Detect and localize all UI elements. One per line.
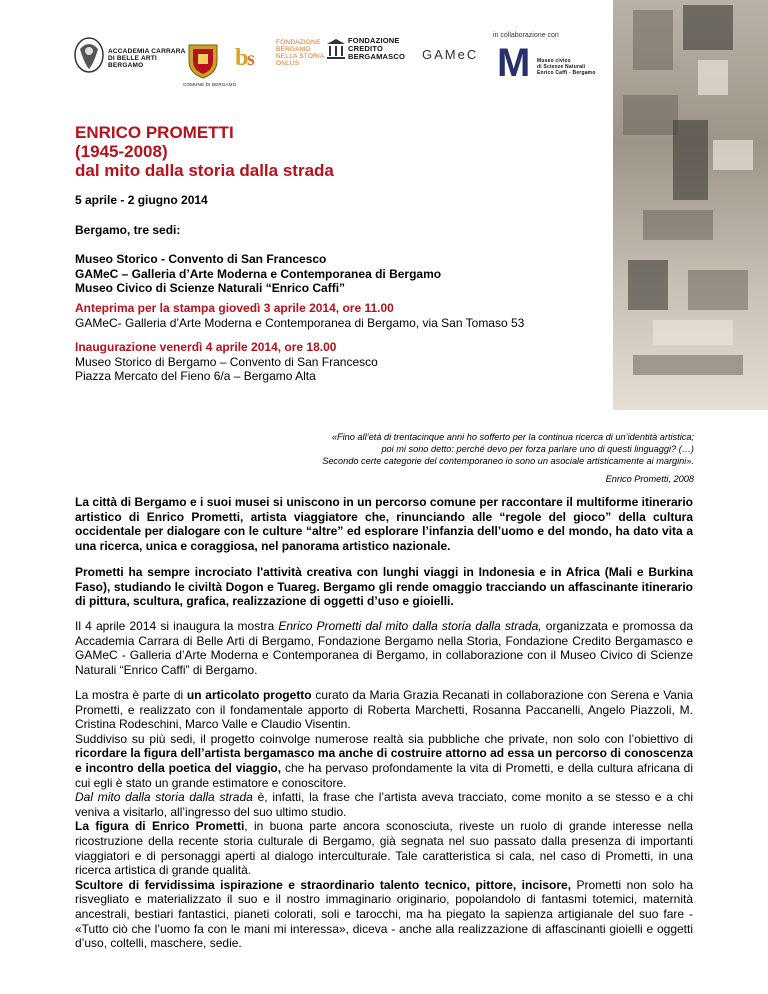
title-years: (1945-2008) bbox=[75, 142, 168, 161]
quote-line: poi mi sono detto: perché devo per forza parlare uno di questi linguaggi? (…) bbox=[381, 444, 694, 454]
sedi-intro: Bergamo, tre sedi: bbox=[75, 223, 181, 237]
inaugurazione-block bbox=[75, 340, 378, 384]
museo-m-logo-icon bbox=[497, 44, 535, 78]
fondazione-credito-text: FONDAZIONE CREDITO BERGAMASCO bbox=[348, 36, 406, 61]
accademia-logo-text: ACCADEMIA CARRARA DI BELLE ARTI BERGAMO bbox=[108, 48, 186, 69]
inaugurazione-heading: Inaugurazione venerdì 4 aprile 2014, ore 18.00 bbox=[75, 340, 337, 354]
quote-author: Enrico Prometti, 2008 bbox=[605, 474, 694, 484]
sede-item: Museo Storico - Convento di San Francesco bbox=[75, 252, 327, 266]
museo-logo-text: Museo civico di Scienze Naturali Enrico Caffi - Bergamo bbox=[537, 58, 596, 76]
svg-text:M: M bbox=[497, 44, 531, 78]
page-title bbox=[75, 123, 334, 180]
collaborazione-label: in collaborazione con bbox=[493, 32, 559, 39]
sculpture-photo bbox=[613, 0, 768, 410]
sede-item: GAMeC – Galleria d’Arte Moderna e Contemporanea di Bergamo bbox=[75, 266, 442, 281]
quote-line: «Fino all’età di trentacinque anni ho sofferto per la continua ricerca di un’identità artistica; bbox=[331, 432, 694, 442]
anteprima-heading: Anteprima per la stampa giovedì 3 aprile 2014, ore 11.00 bbox=[75, 301, 394, 315]
quote-line: Secondo certe categorie del contemporaneo io sono un asociale artisticamente ai margini». bbox=[322, 456, 694, 466]
sede-item: Museo Civico di Scienze Naturali “Enrico Caffi” bbox=[75, 281, 346, 296]
travel-paragraph: Prometti ha sempre incrociato l'attività creativa con lunghi viaggi in Indonesia e in Africa (Mali e Burkina Faso), studiando le civiltà Dogon e Tuareg. Bergamo gli rende omaggio tracciando un affascinante itinerario di pittura, scultura, grafica, realizzazione di oggetti d’uso e gioielli. bbox=[75, 565, 693, 609]
exhibition-dates: 5 aprile - 2 giugno 2014 bbox=[75, 193, 208, 207]
title-subtitle: dal mito dalla storia dalla strada bbox=[75, 161, 334, 180]
inaugurazione-line1: Museo Storico di Bergamo – Convento di San Francesco bbox=[75, 354, 378, 369]
anteprima-block bbox=[75, 301, 524, 330]
comune-logo-text: COMUNE DI BERGAMO bbox=[183, 82, 237, 87]
artist-quote bbox=[224, 431, 694, 467]
svg-text:s: s bbox=[247, 48, 255, 70]
fondazione-storia-text: FONDAZIONE BERGAMO NELLA STORIA ONLUS bbox=[276, 39, 325, 67]
svg-text:b: b bbox=[235, 45, 249, 71]
title-name: ENRICO PROMETTI bbox=[75, 123, 234, 142]
project-paragraph: La mostra è parte di un articolato progetto curato da Maria Grazia Recanati in collaborazione con Serena e Vania Prometti, e realizzato con il fondamentale apporto di Roberta Marchetti, Rosanna Paccanelli, Angelo Piazzoli, M. Cristina Rodeschini, Marco Valle e Claudio Visentin. Suddiviso su più sedi, il progetto coinvolge numerose realtà sia pubbliche che private, non solo con l’obiettivo di ricordare la figura dell’artista bergamasco ma anche di costruire attorno ad essa un percorso di conoscenza e incontro della poetica del viaggio, che ha pervaso profondamente la vita di Prometti, e della cultura africana di cui egli è stato un grande estimatore e conoscitore. Dal mito dalla storia dalla strada è, infatti, la frase che l’artista aveva tracciato, come monito a se stesso e a chi veniva a visitarlo, all’ingresso del suo ultimo studio. La figura di Enrico Prometti, in buona parte ancora sconosciuta, riveste un ruolo di grande interesse nella ricostruzione della recente storia culturale di Bergamo, già segnata nel suo passato dalla presenza di importanti viaggiatori e di personaggi aperti al dialogo interculturale. Tale caratteristica si cala, nel caso di Prometti, in una ricerca artistica di grande qualità. Scultore di fervidissima ispirazione e straordinario talento tecnico, pittore, incisore, Prometti non solo ha risvegliato e materializzato il suo e il nostro immaginario originario, popolandolo di fantasmi totemici, maternità ancestrali, bestiari fantastici, pianeti colorati, soli e tarocchi, ma ha piegato la sapienza artigianale del suo fare - «Tutto ciò che l’uomo fa con le mani mi interessa», diceva - anche alla realizzazione di affascinanti gioielli e oggetti d’uso, coltelli, maschere, sedie. bbox=[75, 688, 694, 951]
anteprima-place: GAMeC- Galleria d’Arte Moderna e Contemporanea di Bergamo, via San Tomaso 53 bbox=[75, 315, 525, 330]
inaugurazione-line2: Piazza Mercato del Fieno 6/a – Bergamo Alta bbox=[75, 369, 316, 384]
exhibition-paragraph: Il 4 aprile 2014 si inaugura la mostra Enrico Prometti dal mito dalla storia dalla strada, organizzata e promossa da Accademia Carrara di Belle Arti di Bergamo, Fondazione Bergamo nella Storia, Fondazione Credito Bergamasco e GAMeC - Galleria d’Arte Moderna e Contemporanea di Bergamo, in collaborazione con il Museo Civico di Scienze Naturali “Enrico Caffi” di Bergamo. bbox=[75, 619, 693, 677]
sedi-list bbox=[75, 252, 441, 296]
comune-crest-icon bbox=[187, 41, 219, 79]
gamec-logo: GAMeC bbox=[422, 47, 479, 62]
intro-paragraph: La città di Bergamo e i suoi musei si uniscono in un percorso comune per raccontare il multiforme itinerario artistico di Enrico Prometti, artista viaggiatore che, rinunciando alle “regole del gioco” della cultura occidentale per dialogare con le culture “altre” ed esplorare l’infanzia dell’uomo e del mondo, ha dato vita a una ricerca, unica e coraggiosa, nel panorama artistico nazionale. bbox=[75, 495, 693, 553]
bbs-logo-icon bbox=[235, 43, 265, 71]
credito-building-icon bbox=[326, 38, 346, 60]
accademia-seal-icon bbox=[72, 35, 106, 75]
